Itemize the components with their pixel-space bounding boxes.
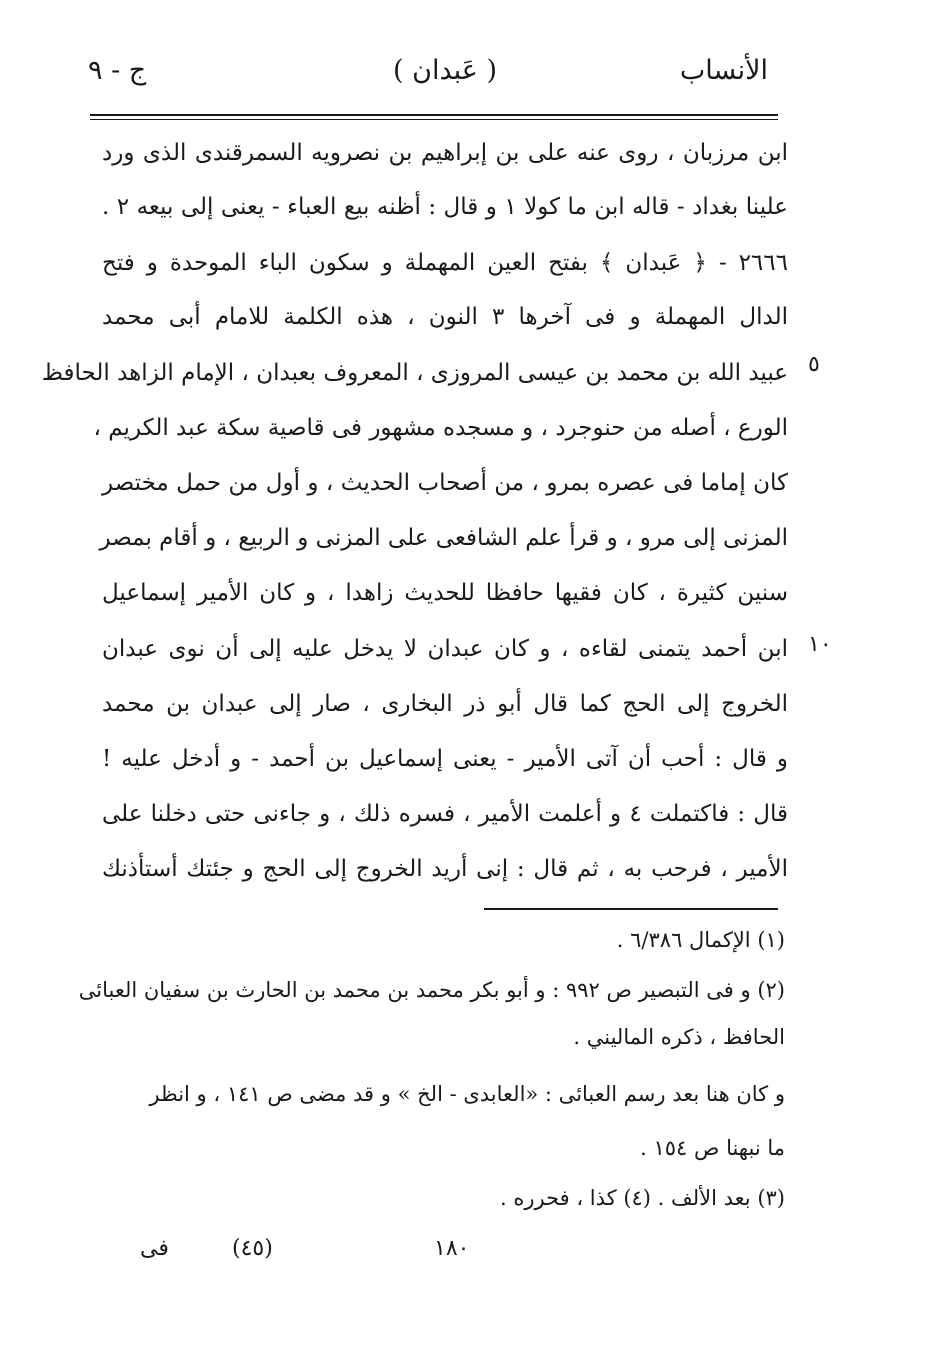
footnote-2: (٢) و فى التبصير ص ٩٩٢ : و أبو بكر محمد بن محمد بن الحارث بن سفيان العبائى xyxy=(78,978,785,1002)
footnote-2-note: و كان هنا بعد رسم العبائى : «العابدى - الخ » و قد مضى ص ١٤١ ، و انظر xyxy=(149,1082,785,1106)
catchword: فى xyxy=(140,1236,169,1261)
text-line: ٢٦٦٦ - ﴿ عَبدان ﴾ بفتح العين المهملة و سكون الباء الموحدة و فتح xyxy=(102,250,788,276)
text-line: كان إماما فى عصره بمرو ، من أصحاب الحديث ، و أول من حمل مختصر xyxy=(102,470,788,496)
text-line: المزنى إلى مرو ، و قرأ علم الشافعى على المزنى و الربيع ، و أقام بمصر xyxy=(99,525,788,551)
footnote-2-note-cont: ما نبهنا ص ١٥٤ . xyxy=(640,1136,785,1160)
entry-heading: ( عَبدان ) xyxy=(393,55,497,86)
footnote-2-cont: الحافظ ، ذكره الماليني . xyxy=(573,1025,785,1049)
header-rule-thick xyxy=(90,114,778,116)
footnote-rule xyxy=(484,908,778,910)
header-rule-thin xyxy=(90,119,778,120)
text-line: قال : فاكتملت ٤ و أعلمت الأمير ، فسره ذلك ، و جاءنى حتى دخلنا على xyxy=(102,801,788,827)
running-title: الأنساب xyxy=(679,55,768,86)
text-line: عبيد الله بن محمد بن عيسى المروزى ، المعروف بعبدان ، الإمام الزاهد الحافظ xyxy=(41,360,788,386)
line-number-10: ١٠ xyxy=(808,632,832,657)
text-line: الورع ، أصله من حنوجرد ، و مسجده مشهور فى قاصية سكة عبد الكريم ، xyxy=(93,415,788,441)
text-line: سنين كثيرة ، كان فقيها حافظا للحديث زاهدا ، و كان الأمير إسماعيل xyxy=(102,580,788,606)
text-line: الخروج إلى الحج كما قال أبو ذر البخارى ، صار إلى عبدان بن محمد xyxy=(102,691,788,717)
page-number: ١٨٠ xyxy=(434,1236,470,1261)
text-line: الدال المهملة و فى آخرها ٣ النون ، هذه الكلمة للامام أبى محمد xyxy=(102,304,788,330)
text-line: ابن مرزبان ، روى عنه على بن إبراهيم بن نصرويه السمرقندى الذى ورد xyxy=(102,140,788,166)
footnote-3-4: (٣) بعد الألف . (٤) كذا ، فحرره . xyxy=(499,1186,785,1210)
signature-mark: (٤٥) xyxy=(232,1236,273,1261)
text-line: علينا بغداد - قاله ابن ما كولا ١ و قال : أظنه بيع العباء - يعنى إلى بيعه ٢ . xyxy=(102,194,789,220)
text-line: ابن أحمد يتمنى لقاءه ، و كان عبدان لا يدخل عليه إلى أن نوى عبدان xyxy=(102,636,788,662)
volume-number: ج - ٩ xyxy=(88,55,147,86)
text-line: و قال : أحب أن آتى الأمير - يعنى إسماعيل بن أحمد - و أدخل عليه ! xyxy=(102,746,788,772)
text-line: الأمير ، فرحب به ، ثم قال : إنى أريد الخروج إلى الحج و جئتك أستأذنك xyxy=(102,856,788,882)
footnote-1: (١) الإكمال ٦/٣٨٦ . xyxy=(616,928,785,952)
line-number-5: ٥ xyxy=(808,352,820,377)
